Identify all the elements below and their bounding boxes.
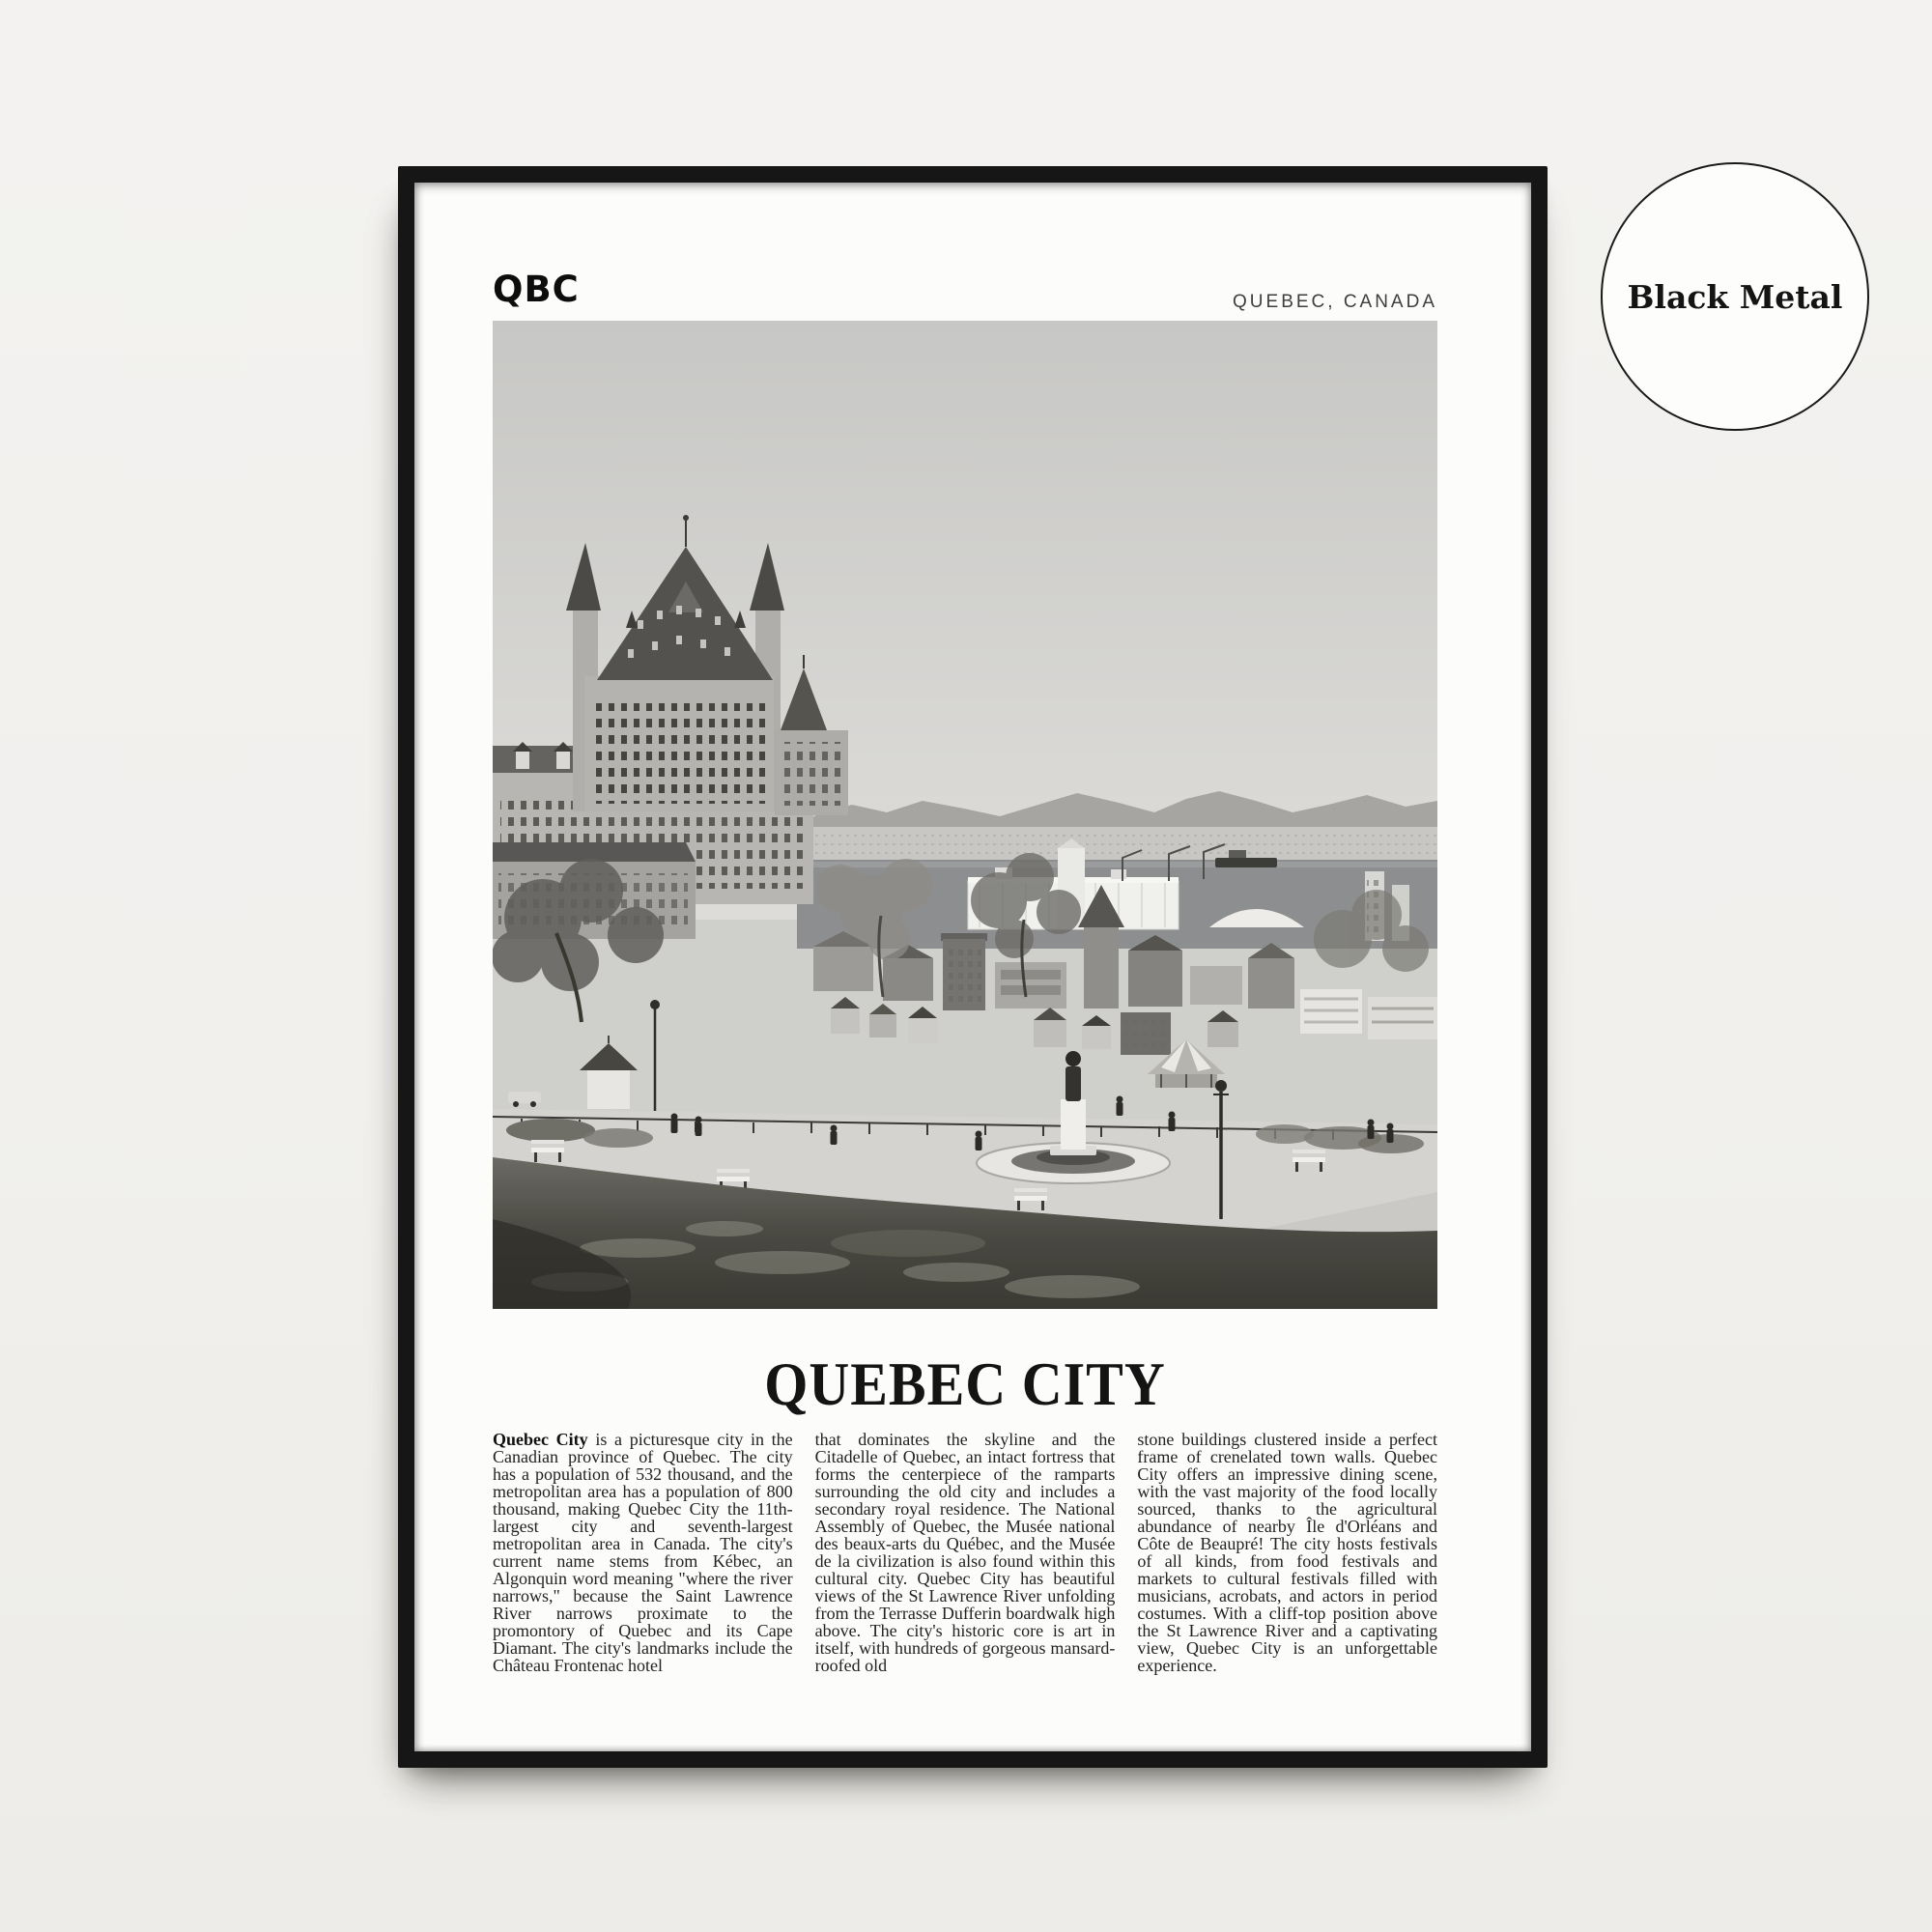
article-lead: Quebec City xyxy=(493,1430,588,1449)
poster-title: QUEBEC CITY xyxy=(764,1349,1166,1419)
article-text xyxy=(493,1431,1437,1674)
poster-code: QBC xyxy=(493,269,580,310)
cityscape-photo xyxy=(493,321,1437,1309)
article-column-1-text: is a picturesque city in the Canadian province of Quebec. The city has a population of 532 thousand, and the metropolitan area has a population of 800 thousand, making Quebec City the 11th-largest city and seventh-largest metropolitan area in Canada. The city's current name stems from Kébec, an Algonquin word meaning "where the river narrows," because the Saint Lawrence River narrows proximate to the promontory of Quebec and its Cape Diamant. The city's landmarks include the Château Frontenac hotel xyxy=(493,1430,793,1675)
article-column-3: stone buildings clustered inside a perfect frame of crenelated town walls. Quebec City offers an impressive dining scene, with the vast majority of the food locally sourced, thanks to the agricultural abundance of nearby Île d'Orléans and Côte de Beaupré! The city hosts festivals of all kinds, from food festivals and markets to cultural festivals filled with musicians, acrobats, and actors in period costumes. With a cliff-top position above the St Lawrence River and a captivating view, Quebec City is an unforgettable experience. xyxy=(1137,1430,1438,1675)
park-kiosk xyxy=(580,1036,638,1109)
frame-style-badge xyxy=(1601,162,1869,431)
poster-location: QUEBEC, CANADA xyxy=(1233,292,1437,312)
parked-car xyxy=(508,1092,541,1107)
street-lamp-left xyxy=(650,1000,660,1111)
article-column-1 xyxy=(493,1431,793,1674)
monument-fountain xyxy=(977,1051,1170,1183)
article-column-2: that dominates the skyline and the Citadelle of Quebec, an intact fortress that forms the centerpiece of the ramparts surrounding the old city and includes a secondary royal residence. The National Assembly of Quebec, the Musée national des beaux-arts du Québec, and the Musée de la civilization is also found within this cultural city. Quebec City has beautiful views of the St Lawrence River unfolding from the Terrasse Dufferin boardwalk high above. The city's historic core is art in itself, with hundreds of gorgeous mansard-roofed old xyxy=(814,1430,1116,1675)
far-shore xyxy=(782,827,1437,864)
frame-style-label: Black Metal xyxy=(1627,277,1843,316)
picture-frame xyxy=(398,166,1548,1768)
poster xyxy=(414,183,1531,1751)
